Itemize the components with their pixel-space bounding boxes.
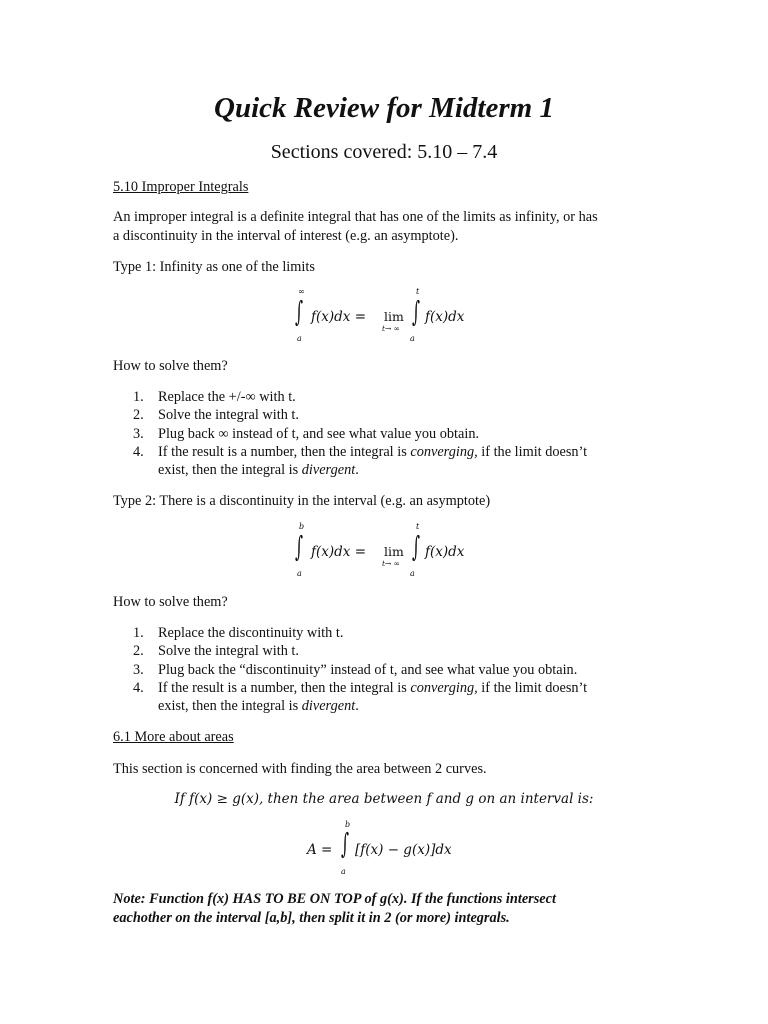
list-item: 4. If the result is a number, then the integral is converging, if the limit doesn’t exist, then the integral is divergent. [133,679,588,715]
integral-sign: ∫ [412,295,421,328]
rhs-integrand: f(x)dx [425,544,465,560]
rhs-lower-bound: a [410,334,415,343]
page-title: Quick Review for Midterm 1 [214,92,554,124]
limit-subscript: t→ ∞ [382,559,400,568]
lhs-lower-bound: a [297,334,302,343]
rhs-upper-bound: t [416,522,420,531]
area-lhs: A = [307,842,333,858]
list-item: 2. Solve the integral with t. [133,643,299,660]
lhs-lower-bound: a [297,569,302,578]
area-integrand: [f(x) − g(x)]dx [355,842,452,858]
lhs-integrand: f(x)dx = [311,544,367,560]
intro-text-line-1: An improper integral is a definite integral that has one of the limits as infinity, or has [113,209,598,225]
type1-steps-list [113,388,587,479]
type1-label: Type 1: Infinity as one of the limits [113,259,315,275]
section2-intro: This section is concerned with finding the area between 2 curves. [113,761,487,777]
rhs-integrand: f(x)dx [425,309,465,325]
lhs-upper-bound: b [299,522,305,531]
area-statement: If f(x) ≥ g(x), then the area between f and g on an interval is: [174,791,594,807]
page-subtitle: Sections covered: 5.10 – 7.4 [270,141,498,163]
limit-label: lim [384,544,404,559]
note-line-1: Note: Function f(x) HAS TO BE ON TOP of g(x). If the functions intersect [113,891,556,907]
list-item: 3. Plug back the “discontinuity” instead of t, and see what value you obtain. [133,661,578,678]
integral-sign: ∫ [295,295,304,328]
type1-how-to: How to solve them? [113,358,228,374]
section-heading-more-about-areas: 6.1 More about areas [113,729,234,745]
integral-sign: ∫ [341,827,350,860]
list-item: 4. If the result is a number, then the integral is converging, if the limit doesn’t exist, then the integral is divergent. [133,443,588,479]
rhs-lower-bound: a [410,569,415,578]
rhs-upper-bound: t [416,287,420,296]
note-line-2: eachother on the interval [a,b], then split it in 2 (or more) integrals. [113,910,510,926]
section-heading-improper-integrals: 5.10 Improper Integrals [113,179,249,195]
integral-sign: ∫ [412,530,421,563]
list-item: 1. Replace the +/-∞ with t. [133,389,296,405]
lower-bound: a [341,867,346,876]
upper-bound: b [345,820,351,829]
list-item: 2. Solve the integral with t. [133,407,299,424]
limit-subscript: t→ ∞ [382,324,400,333]
lhs-upper-bound: ∞ [298,287,305,296]
type2-how-to: How to solve them? [113,594,228,610]
list-item: 1. Replace the discontinuity with t. [133,625,344,641]
intro-text-line-2: a discontinuity in the interval of interest (e.g. an asymptote). [113,228,459,244]
integral-sign: ∫ [295,530,304,563]
type2-label: Type 2: There is a discontinuity in the interval (e.g. an asymptote) [113,493,491,509]
type2-steps-list [113,624,587,715]
limit-label: lim [384,309,404,324]
lhs-integrand: f(x)dx = [311,309,367,325]
list-item: 3. Plug back ∞ instead of t, and see what value you obtain. [133,425,480,442]
